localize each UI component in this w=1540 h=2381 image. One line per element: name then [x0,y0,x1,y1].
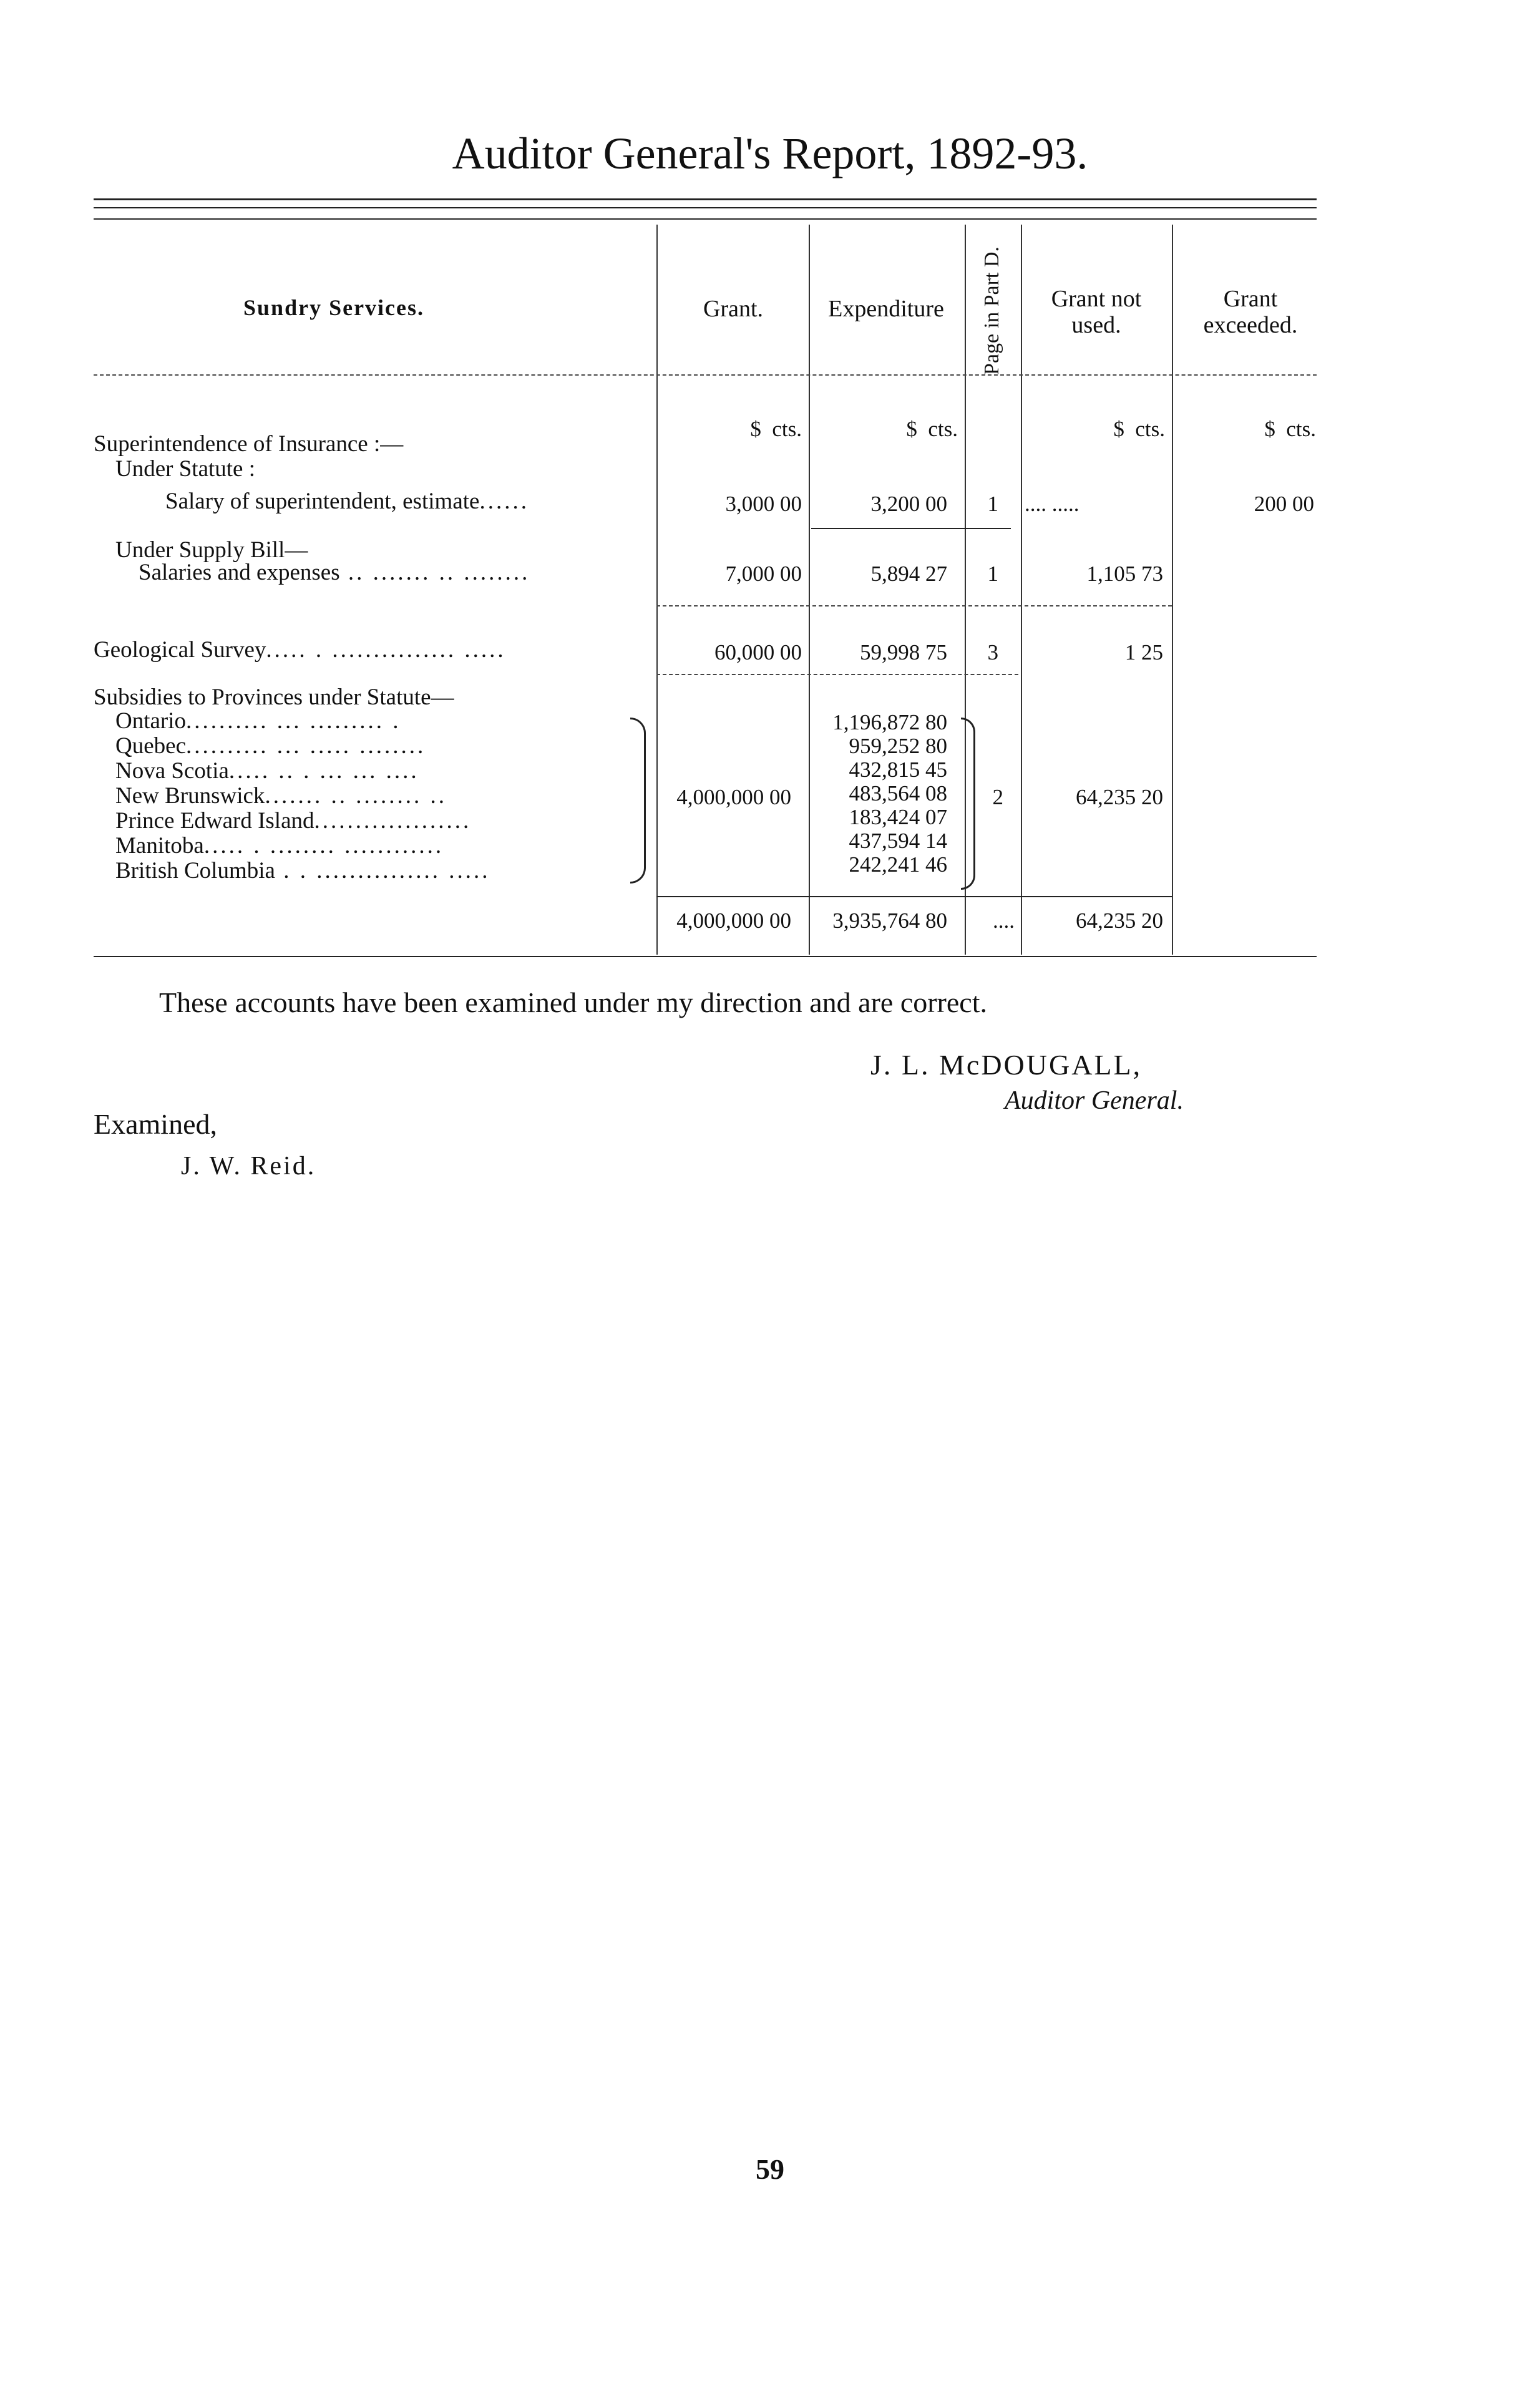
page-number: 59 [756,2153,784,2185]
total-grant: 4,000,000 00 [676,908,791,933]
auditor-title: Auditor General. [1005,1086,1184,1115]
top-rule-3 [94,218,1317,220]
top-rule [94,198,1317,200]
top-rule-2 [94,207,1317,208]
examined-label: Examined, [94,1108,217,1140]
province-ontario: Ontario.......... ... ......... . [115,708,401,734]
unit-exceeded: $ cts. [1264,417,1316,441]
exp-pei: 183,424 07 [849,805,947,829]
supply-bill: Under Supply Bill— [115,537,308,563]
province-british-columbia: British Columbia . . ............... ..... [115,858,490,884]
header-expenditure: Expenditure [828,296,944,322]
exp-manitoba: 437,594 14 [849,829,947,853]
header-grant: Grant. [703,296,764,322]
rule-expenses [656,605,1172,606]
geological-page: 3 [987,640,998,665]
expenses-exp: 5,894 27 [870,562,947,586]
statement: These accounts have been examined under my direction and are correct. [159,986,987,1018]
exp-new-brunswick: 483,564 08 [849,781,947,806]
rule-subsidies [656,896,1172,897]
section-title: Sundry Services. [243,295,425,320]
province-manitoba: Manitoba..... . ........ ............ [115,833,444,859]
salary-label: Salary of superintendent, estimate...... [165,489,529,514]
province-nova-scotia: Nova Scotia..... .. . ... ... .... [115,758,419,784]
exp-nova-scotia: 432,815 45 [849,757,947,782]
unit-grant: $ cts. [750,417,802,441]
province-new-brunswick: New Brunswick....... .. ........ .. [115,783,447,809]
total-not-used: 64,235 20 [1076,908,1163,933]
col-divider-exp [809,225,810,955]
provinces-bracket [630,718,646,884]
auditor-name: J. L. McDOUGALL, [870,1049,1143,1081]
subsidies-not-used: 64,235 20 [1076,785,1163,809]
total-page: .... [993,908,1015,933]
salary-exceeded: 200 00 [1254,492,1314,516]
exp-ontario: 1,196,872 80 [832,710,947,734]
salary-grant: 3,000 00 [725,492,802,516]
exp-quebec: 959,252 80 [849,734,947,758]
rule-salary [811,528,1011,529]
insurance-statute: Under Statute : [115,456,256,482]
expenses-not-used: 1,105 73 [1086,562,1163,586]
header-page: Page in Part D. [980,246,1003,375]
rule-geological [656,674,1018,675]
salary-exp: 3,200 00 [870,492,947,516]
header-rule [94,374,1317,376]
geological-grant: 60,000 00 [714,640,802,665]
expenses-label: Salaries and expenses .. ....... .. ........ [139,560,530,585]
examiner-name: J. W. Reid. [181,1152,316,1181]
subsidies-page: 2 [992,785,1003,809]
total-exp: 3,935,764 80 [832,908,947,933]
province-pei: Prince Edward Island................... [115,808,472,834]
unit-not-used: $ cts. [1113,417,1165,441]
header-not-used: Grant not used. [1051,286,1142,338]
insurance-title: Superintendence of Insurance :— [94,431,404,457]
unit-exp: $ cts. [906,417,958,441]
subsidies-grant: 4,000,000 00 [676,785,791,809]
province-quebec: Quebec.......... ... ..... ........ [115,733,426,759]
page-title: Auditor General's Report, 1892-93. [452,129,1088,178]
geological-label: Geological Survey..... . ............... ..... [94,637,506,663]
geological-exp: 59,998 75 [860,640,947,665]
geological-not-used: 1 25 [1124,640,1163,665]
col-divider-exceeded [1172,225,1173,955]
expenses-grant: 7,000 00 [725,562,802,586]
expenses-page: 1 [987,562,998,586]
exp-british-columbia: 242,241 46 [849,852,947,877]
col-divider-grant [656,225,658,955]
col-divider-notused [1021,225,1022,955]
salary-page: 1 [987,492,998,516]
subsidies-title: Subsidies to Provinces under Statute— [94,684,454,710]
salary-not-used: .... ..... [1025,492,1079,516]
bottom-rule [94,956,1317,957]
exp-bracket [961,718,975,890]
header-exceeded: Grant exceeded. [1203,286,1298,338]
